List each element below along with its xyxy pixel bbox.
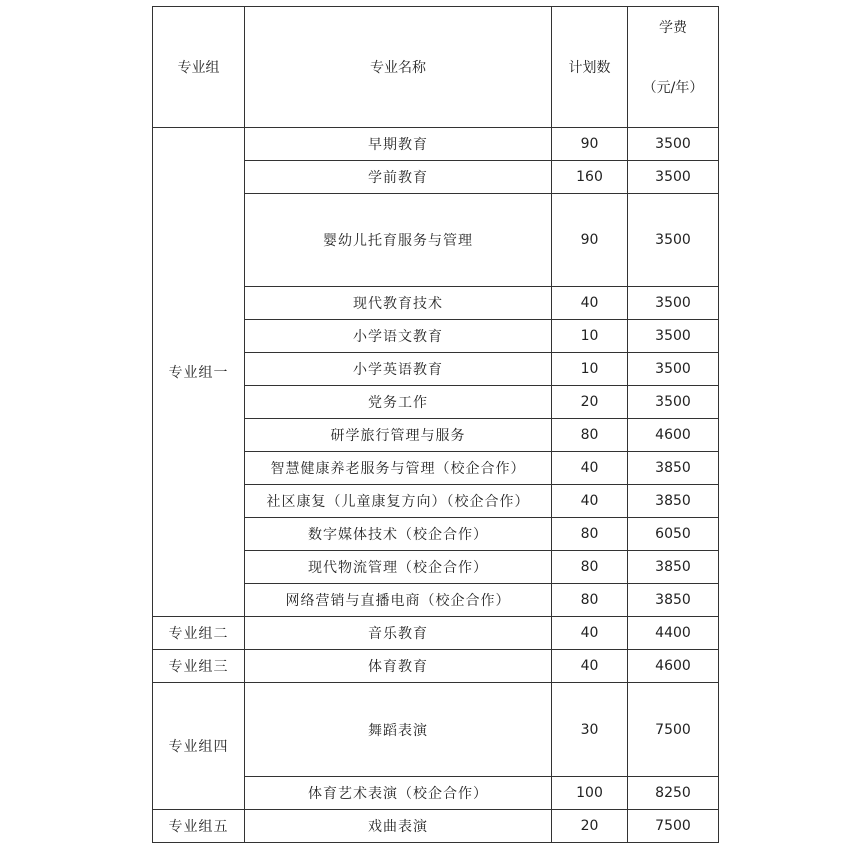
tuition-fee: 3500: [628, 128, 719, 161]
header-fee: [628, 7, 719, 128]
plan-count: 20: [552, 386, 628, 419]
plan-count: 40: [552, 650, 628, 683]
tuition-fee: 8250: [628, 777, 719, 810]
major-name: 婴幼儿托育服务与管理: [245, 194, 552, 287]
tuition-fee: 7500: [628, 810, 719, 843]
major-name: 社区康复（儿童康复方向）（校企合作）: [245, 485, 552, 518]
major-name: 舞蹈表演: [245, 683, 552, 777]
tuition-fee: 3500: [628, 287, 719, 320]
header-plan: 计划数: [552, 7, 628, 128]
tuition-fee: 3500: [628, 194, 719, 287]
plan-count: 10: [552, 353, 628, 386]
plan-count: 100: [552, 777, 628, 810]
plan-count: 90: [552, 194, 628, 287]
plan-count: 160: [552, 161, 628, 194]
tuition-fee: 4400: [628, 617, 719, 650]
plan-count: 40: [552, 287, 628, 320]
plan-count: 80: [552, 551, 628, 584]
plan-count: 80: [552, 419, 628, 452]
tuition-fee: 3500: [628, 320, 719, 353]
plan-count: 10: [552, 320, 628, 353]
major-name: 现代物流管理（校企合作）: [245, 551, 552, 584]
major-name: 党务工作: [245, 386, 552, 419]
tuition-fee: 3500: [628, 386, 719, 419]
major-name: 学前教育: [245, 161, 552, 194]
major-name: 小学语文教育: [245, 320, 552, 353]
tuition-fee: 4600: [628, 419, 719, 452]
group-label: 专业组四: [153, 683, 245, 810]
tuition-fee: 3850: [628, 584, 719, 617]
major-name: 研学旅行管理与服务: [245, 419, 552, 452]
plan-count: 40: [552, 485, 628, 518]
tuition-fee: 3500: [628, 353, 719, 386]
group-label: 专业组五: [153, 810, 245, 843]
group-label: 专业组二: [153, 617, 245, 650]
enrollment-plan-table: [152, 6, 719, 843]
major-name: 网络营销与直播电商（校企合作）: [245, 584, 552, 617]
tuition-fee: 3500: [628, 161, 719, 194]
group-label: 专业组一: [153, 128, 245, 617]
major-name: 数字媒体技术（校企合作）: [245, 518, 552, 551]
plan-count: 80: [552, 584, 628, 617]
major-name: 早期教育: [245, 128, 552, 161]
plan-count: 20: [552, 810, 628, 843]
table-row: [153, 128, 719, 161]
plan-count: 40: [552, 617, 628, 650]
major-name: 现代教育技术: [245, 287, 552, 320]
tuition-fee: 3850: [628, 452, 719, 485]
header-fee-unit: （元/年）: [642, 80, 704, 96]
plan-count: 40: [552, 452, 628, 485]
table-row: [153, 683, 719, 777]
major-name: 智慧健康养老服务与管理（校企合作）: [245, 452, 552, 485]
plan-count: 90: [552, 128, 628, 161]
major-name: 体育教育: [245, 650, 552, 683]
table-header-row: [153, 7, 719, 128]
tuition-fee: 3850: [628, 485, 719, 518]
plan-count: 80: [552, 518, 628, 551]
header-fee-title: 学费: [659, 20, 687, 36]
header-major: 专业名称: [245, 7, 552, 128]
plan-count: 30: [552, 683, 628, 777]
major-name: 小学英语教育: [245, 353, 552, 386]
tuition-fee: 7500: [628, 683, 719, 777]
table-row: [153, 810, 719, 843]
table-row: [153, 650, 719, 683]
tuition-fee: 6050: [628, 518, 719, 551]
tuition-fee: 3850: [628, 551, 719, 584]
major-name: 体育艺术表演（校企合作）: [245, 777, 552, 810]
major-name: 戏曲表演: [245, 810, 552, 843]
group-label: 专业组三: [153, 650, 245, 683]
major-name: 音乐教育: [245, 617, 552, 650]
table-row: [153, 617, 719, 650]
tuition-fee: 4600: [628, 650, 719, 683]
header-group: 专业组: [153, 7, 245, 128]
